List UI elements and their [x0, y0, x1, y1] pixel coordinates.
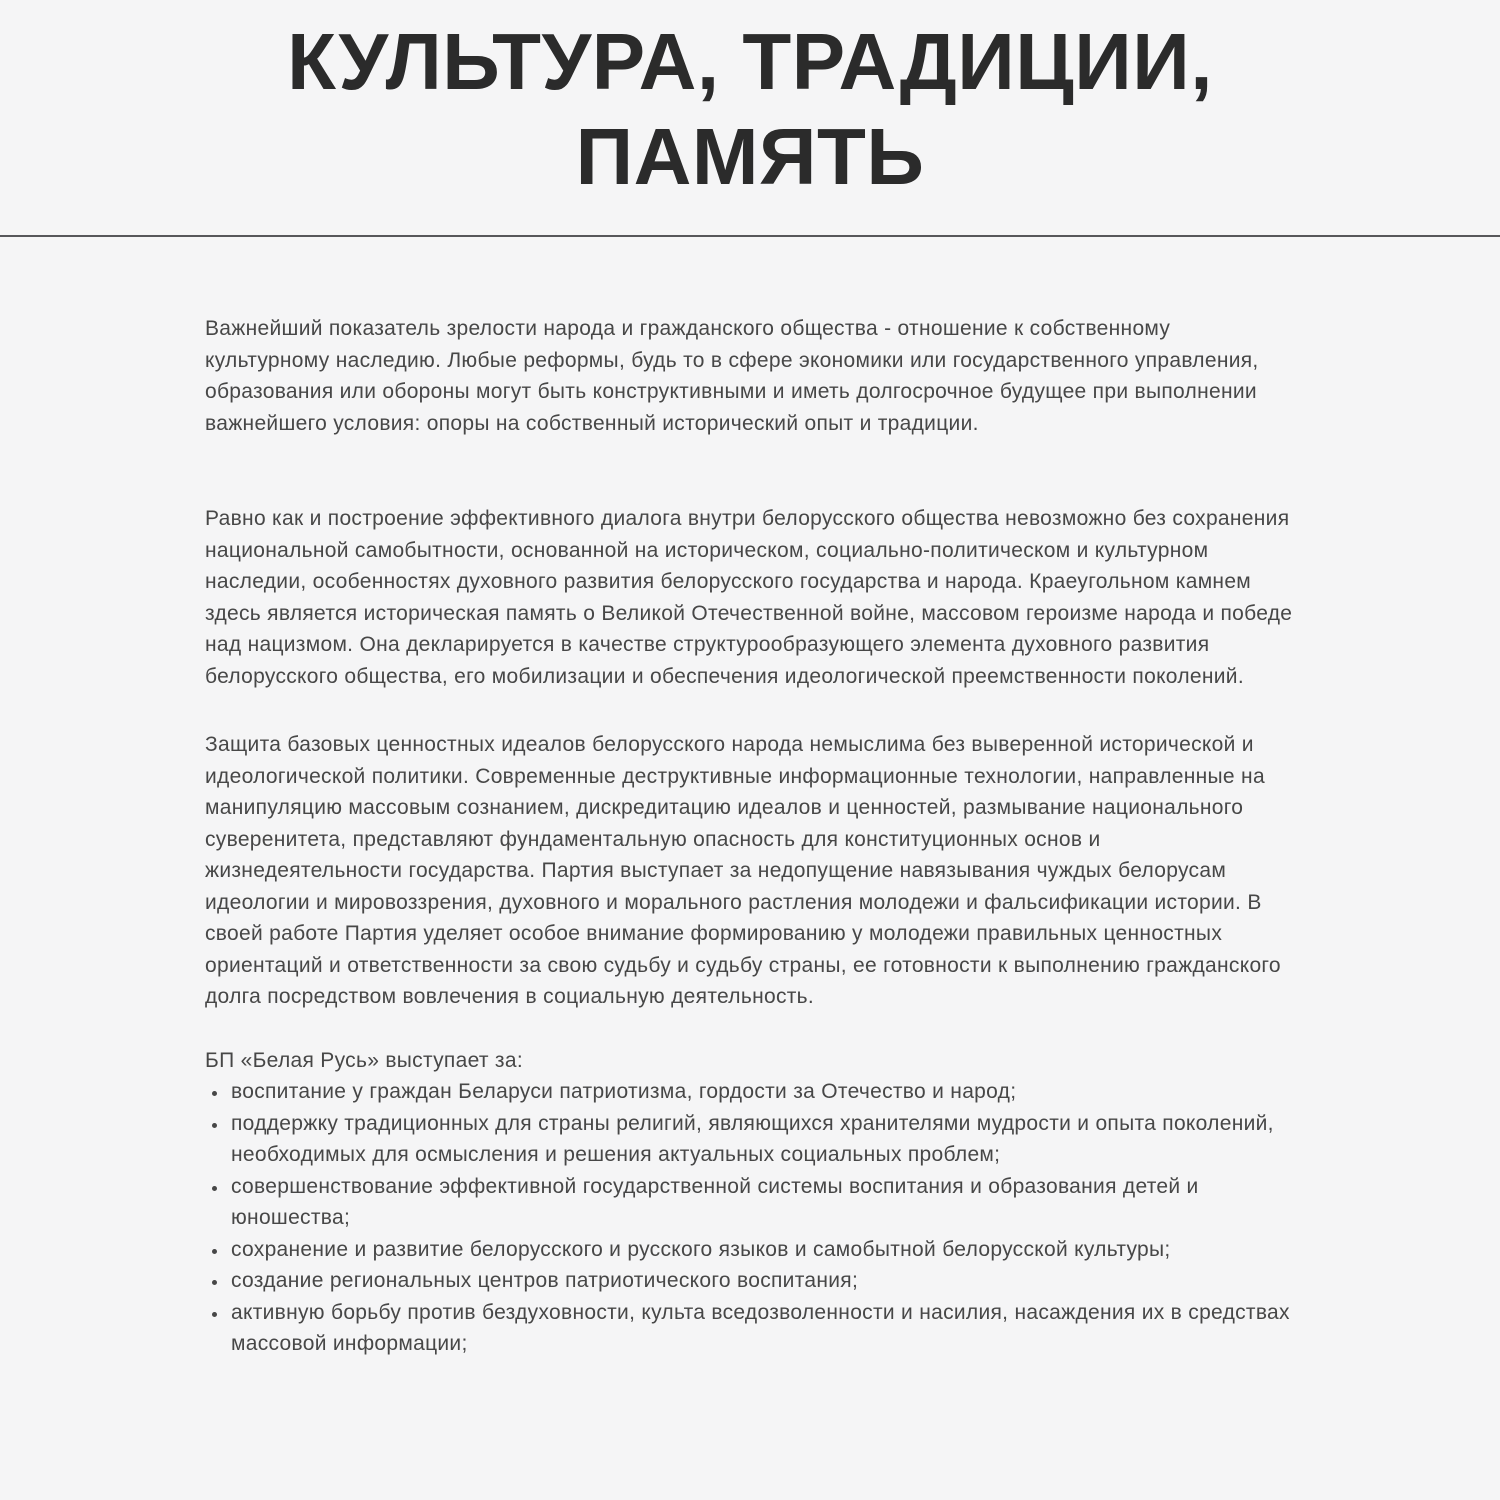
list-intro: БП «Белая Русь» выступает за:	[205, 1048, 523, 1072]
paragraph-3: Защита базовых ценностных идеалов белорусского народа немыслима без выверенной исторической и идеологической политики. Современные деструктивные информационные технологии, направленные на манипуляцию массовым сознанием, дискредитацию идеалов и ценностей, размывание национального суверенитета, представляют фундаментальную опасность для конституционных основ и жизнедеятельности государства. Партия выступает за недопущение навязывания чуждых белорусам идеологии и мировоззрения, духовного и морального растления молодежи и фальсификации истории. В своей работе Партия уделяет особое внимание формированию у молодежи правильных ценностных ориентаций и ответственности за свою судьбу и судьбу страны, ее готовности к выполнению гражданского долга посредством вовлечения в социальную деятельность.	[205, 733, 1281, 1008]
list-item: • воспитание у граждан Беларуси патриотизма, гордости за Отечество и народ;	[229, 1076, 1295, 1108]
list-item: • сохранение и развитие белорусского и русского языков и самобытной белорусской культуры;	[229, 1234, 1295, 1266]
list-item: • активную борьбу против бездуховности, культа вседозволенности и насилия, насаждения их в средствах массовой информации;	[229, 1297, 1295, 1360]
list-item: • совершенствование эффективной государственной системы воспитания и образования детей и юношества;	[229, 1171, 1295, 1234]
paragraph-1: Важнейший показатель зрелости народа и гражданского общества - отношение к собственному культурному наследию. Любые реформы, будь то в сфере экономики или государственного управления, образования или обороны могут быть конструктивными и иметь долгосрочное будущее при выполнении важнейшего условия: опоры на собственный исторический опыт и традиции.	[205, 317, 1259, 435]
page-header	[0, 0, 1500, 235]
paragraph-2: Равно как и построение эффективного диалога внутри белорусского общества невозможно без сохранения национальной самобытности, основанной на историческом, социально-политическом и культурном наследии, особенностях духовного развития белорусского государства и народа. Краеугольном камнем здесь является историческая память о Великой Отечественной войне, массовом героизме народа и победе над нацизмом. Она декларируется в качестве структурообразующего элемента духовного развития белорусского общества, его мобилизации и обеспечения идеологической преемственности поколений.	[205, 507, 1293, 688]
list-item: • поддержку традиционных для страны религий, являющихся хранителями мудрости и опыта поколений, необходимых для осмысления и решения актуальных социальных проблем;	[229, 1108, 1295, 1171]
content-area	[205, 237, 1295, 1390]
list-item: • создание региональных центров патриотического воспитания;	[229, 1265, 1295, 1297]
positions-list	[205, 1076, 1295, 1360]
page-title: КУЛЬТУРА, ТРАДИЦИИ, ПАМЯТЬ	[287, 17, 1213, 201]
